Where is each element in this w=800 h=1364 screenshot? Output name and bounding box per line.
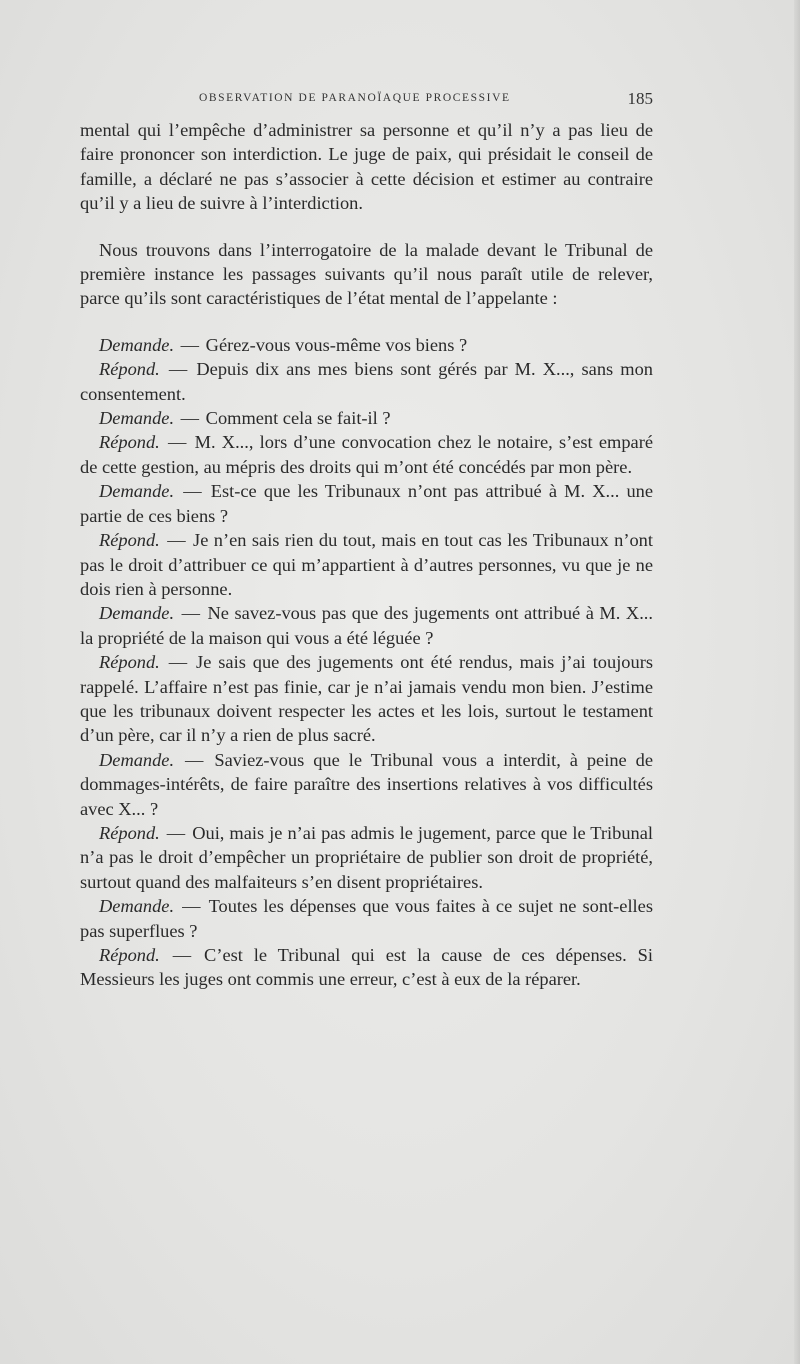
- dialogue-line: Demande. — Saviez-vous que le Tribunal vous a interdit, à peine de dommages-intérêts, de faire paraître des insertions relatives à vos difficultés avec X... ?: [80, 749, 654, 819]
- dialogue-line: Répond. — Depuis dix ans mes biens sont gérés par M. X..., sans mon consentement.: [80, 359, 653, 404]
- page-number: 185: [627, 89, 653, 108]
- dialogue-line: Répond. — M. X..., lors d’une convocation chez le notaire, s’est emparé de cette gestion, au mépris des droits qui m’ont été concédés par mon père.: [80, 432, 653, 477]
- speaker-label: Demande.: [99, 896, 175, 917]
- dialogue-text: Je n’en sais rien du tout, mais en tout cas les Tribunaux n’ont pas le droit d’attribuer ce qui m’appartient à d’autres personnes, vu que je ne dois rien à personne.: [80, 530, 653, 599]
- speaker-label: Répond.: [99, 530, 160, 551]
- dialogue-text: Comment cela se fait-il ?: [205, 408, 391, 429]
- dialogue-text: Oui, mais je n’ai pas admis le jugement, parce que le Tribunal n’a pas le droit d’empêcher un propriétaire de publier son droit de propriété, surtout quand des malfaiteurs s’en disent propriétaires.: [80, 822, 653, 892]
- page-header: [80, 89, 653, 109]
- dialogue-text: Je sais que des jugements ont été rendus, mais j’ai toujours rappelé. L’affaire n’est pas finie, car je n’ai jamais vendu mon bien. J’estime que les tribunaux doivent respecter les actes et les lois, surtout le testament d’un père, car il n’y a rien de plus sacré.: [80, 652, 653, 746]
- dialogue-line: Répond. — Je n’en sais rien du tout, mais en tout cas les Tribunaux n’ont pas le droit d’attribuer ce qui m’appartient à d’autres personnes, vu que je ne dois rien à personne.: [80, 530, 653, 599]
- dialogue-line: Demande. — Gérez-vous vous-même vos biens ?: [99, 334, 468, 355]
- speaker-label: Répond.: [99, 822, 160, 843]
- speaker-label: Répond.: [99, 359, 160, 380]
- dialogue-text: Est-ce que les Tribunaux n’ont pas attribué à M. X... une partie de ces biens ?: [80, 481, 654, 526]
- speaker-label: Demande.: [99, 334, 175, 355]
- dialogue-line: Demande. — Est-ce que les Tribunaux n’ont pas attribué à M. X... une partie de ces biens ?: [80, 481, 654, 526]
- dialogue-text: Ne savez-vous pas que des jugements ont attribué à M. X... la propriété de la maison qui vous a été léguée ?: [80, 603, 653, 648]
- paragraph-continuation: mental qui l’empêche d’administrer sa personne et qu’il n’y a pas lieu de faire prononcer son interdiction. Le juge de paix, qui présidait le conseil de famille, a déclaré ne pas s’associer à cette décision et estimer au contraire qu’il y a lieu de suivre à l’interdiction.: [80, 120, 653, 214]
- speaker-label: Répond.: [99, 945, 160, 965]
- dialogue-text: Saviez-vous que le Tribunal vous a interdit, à peine de dommages-intérêts, de faire paraître des insertions relatives à vos difficultés avec X... ?: [80, 749, 654, 819]
- dialogue-line: Demande. — Ne savez-vous pas que des jugements ont attribué à M. X... la propriété de la maison qui vous a été léguée ?: [80, 603, 653, 648]
- speaker-label: Répond.: [99, 652, 160, 673]
- dialogue-text: M. X..., lors d’une convocation chez le notaire, s’est emparé de cette gestion, au mépris des droits qui m’ont été concédés par mon père.: [80, 432, 653, 477]
- speaker-label: Répond.: [99, 432, 160, 453]
- dialogue-line: Demande. — Toutes les dépenses que vous faites à ce sujet ne sont-elles pas superflues ?: [80, 896, 653, 941]
- speaker-label: Demande.: [99, 481, 175, 502]
- dialogue-line: Répond. — Oui, mais je n’ai pas admis le jugement, parce que le Tribunal n’a pas le droit d’empêcher un propriétaire de publier son droit de propriété, surtout quand des malfaiteurs s’en disent propriétaires.: [80, 822, 653, 892]
- dialogue-text: Toutes les dépenses que vous faites à ce sujet ne sont-elles pas superflues ?: [80, 896, 653, 941]
- dialogue-text: Depuis dix ans mes biens sont gérés par M. X..., sans mon consentement.: [80, 359, 653, 404]
- dialogue-line: Répond. — Je sais que des jugements ont été rendus, mais j’ai toujours rappelé. L’affaire n’est pas finie, car je n’ai jamais vendu mon bien. J’estime que les tribunaux doivent respecter les actes et les lois, surtout le testament d’un père, car il n’y a rien de plus sacré.: [80, 652, 653, 746]
- speaker-label: Demande.: [99, 749, 175, 770]
- speaker-label: Demande.: [99, 603, 175, 624]
- page-edge-shadow: [794, 0, 800, 1364]
- dialogue-text: C’est le Tribunal qui est la cause de ces dépenses. Si Messieurs les juges ont commis une erreur, c’est à eux de la réparer.: [80, 945, 653, 990]
- dialogue-line: Demande. — Comment cela se fait-il ?: [99, 408, 391, 429]
- speaker-label: Demande.: [99, 408, 175, 429]
- body-text: [80, 118, 653, 992]
- paragraph-introduction: Nous trouvons dans l’interrogatoire de la malade devant le Tribunal de première instance les passages suivants qu’il nous paraît utile de relever, parce qu’ils sont caractéristiques de l’état mental de l’appelante :: [80, 239, 653, 309]
- dialogue-text: Gérez-vous vous-même vos biens ?: [205, 334, 468, 355]
- running-title: OBSERVATION DE PARANOÏAQUE PROCESSIVE: [199, 92, 511, 104]
- dialogue-line: Répond. — C’est le Tribunal qui est la cause de ces dépenses. Si Messieurs les juges ont commis une erreur, c’est à eux de la réparer.: [80, 945, 653, 990]
